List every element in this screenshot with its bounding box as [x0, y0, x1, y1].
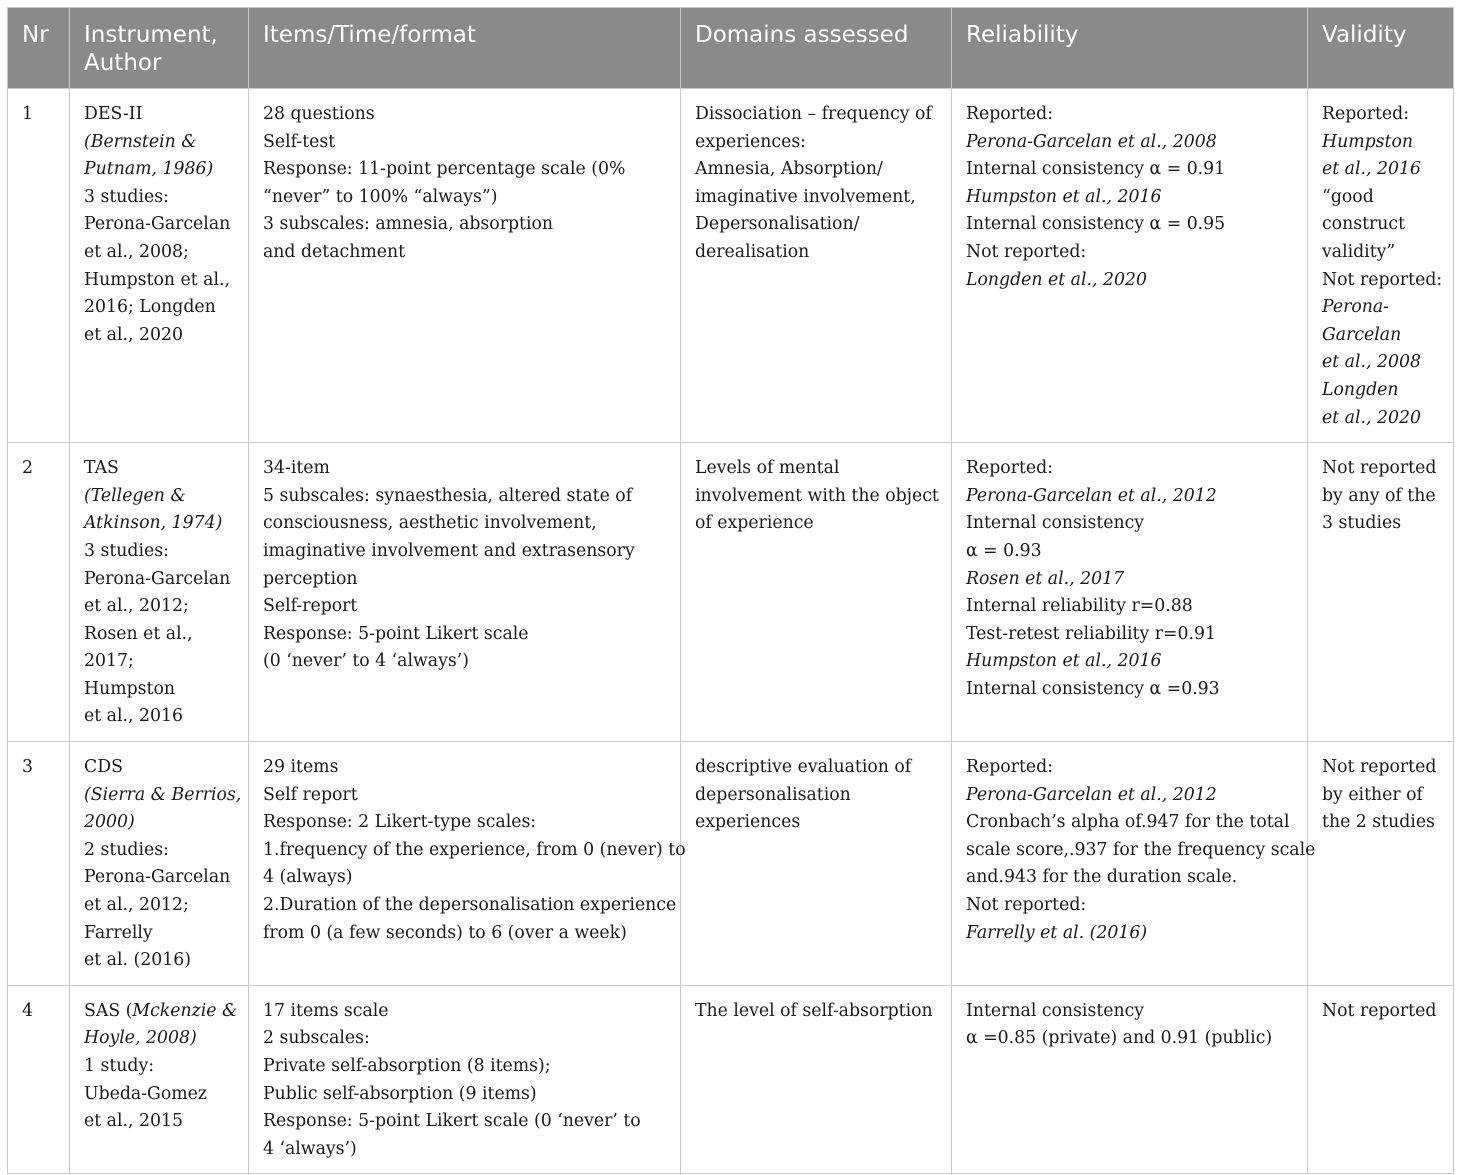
cell-reliability: [952, 985, 1308, 1174]
cell-line: Perona-Garcelan et al., 2012: [966, 485, 1217, 506]
cell-line: et al., 2015: [84, 1111, 183, 1132]
table-row: [8, 443, 1454, 742]
cell-line: et al., 2016: [1322, 159, 1421, 180]
cell-line: Self-test: [263, 131, 336, 152]
cell-line: Response: 2 Likert-type scales:: [263, 812, 537, 833]
cell-line: Hoyle, 2008): [84, 1028, 197, 1049]
cell-domains: [681, 985, 952, 1174]
cell-line: Public self-absorption (9 items): [263, 1083, 537, 1104]
cell-line: Reported:: [966, 104, 1054, 124]
cell-line: [84, 998, 238, 1026]
header-validity: Validity: [1308, 8, 1454, 89]
cell-line: CDS: [84, 757, 123, 778]
cell-line: Reported:: [966, 757, 1054, 778]
cell-line: et al., 2016: [84, 706, 183, 727]
cell-line: Farrelly: [84, 922, 153, 943]
header-nr: Nr: [8, 8, 70, 89]
cell-line: Internal consistency: [966, 513, 1145, 534]
cell-line: Perona-Garcelan: [84, 214, 231, 235]
cell-line: Dissociation – frequency of: [695, 104, 932, 124]
cell-line: Not reported: [1322, 757, 1437, 778]
cell-instrument: [70, 985, 249, 1174]
cell-line: Longden: [1322, 379, 1399, 400]
cell-line: Perona-Garcelan: [84, 867, 231, 888]
cell-line: et al., 2020: [1322, 407, 1421, 428]
cell-line: imaginative involvement,: [695, 186, 916, 207]
cell-line: the 2 studies: [1322, 812, 1435, 833]
cell-line: depersonalisation: [695, 784, 851, 805]
header-items-time-format: Items/Time/format: [249, 8, 681, 89]
cell-line: “good: [1322, 186, 1374, 207]
cell-text: SAS (: [84, 1000, 133, 1021]
cell-line: Perona-Garcelan et al., 2008: [966, 131, 1217, 152]
cell-line: α =0.85 (private) and 0.91 (public): [966, 1028, 1273, 1049]
header-domains-assessed: Domains assessed: [681, 8, 952, 89]
cell-line: Self-report: [263, 596, 358, 617]
cell-line: by either of: [1322, 784, 1423, 805]
cell-line: TAS: [84, 458, 119, 479]
cell-line: Perona-: [1322, 297, 1390, 318]
cell-line: derealisation: [695, 241, 810, 262]
cell-line: et al., 2020: [84, 324, 183, 345]
cell-line: et al., 2008: [1322, 352, 1421, 373]
cell-line: Rosen et al., 2017: [966, 568, 1125, 589]
cell-line: 4 ‘always’): [263, 1138, 357, 1159]
cell-line: construct: [1322, 214, 1406, 235]
cell-line: Not reported: [1322, 458, 1437, 479]
cell-line: (Bernstein &: [84, 131, 197, 152]
cell-line: “never” to 100% “always”): [263, 186, 498, 207]
cell-line: by any of the: [1322, 485, 1436, 506]
cell-line: Putnam, 1986): [84, 159, 214, 180]
cell-line: Humpston et al.,: [84, 269, 230, 290]
cell-line: 28 questions: [263, 104, 375, 124]
cell-line: consciousness, aesthetic involvement,: [263, 513, 597, 534]
cell-line: 5 subscales: synaesthesia, altered state of: [263, 485, 633, 506]
cell-line: of experience: [695, 513, 814, 534]
cell-line: and.943 for the duration scale.: [966, 867, 1238, 888]
cell-line: 34-item: [263, 458, 330, 479]
cell-line: Test-retest reliability r=0.91: [966, 623, 1216, 644]
cell-line: 3 studies:: [84, 540, 169, 561]
cell-line: (Tellegen &: [84, 485, 186, 506]
cell-line: Internal consistency α =0.93: [966, 678, 1220, 699]
cell-instrument: [70, 443, 249, 742]
cell-instrument: [70, 742, 249, 986]
cell-line: Reported:: [966, 458, 1054, 479]
cell-line: 3 studies: [1322, 513, 1402, 534]
cell-items: [249, 89, 681, 443]
cell-instrument: [70, 89, 249, 443]
cell-validity: [1308, 443, 1454, 742]
cell-validity: [1308, 985, 1454, 1174]
cell-reliability: [952, 742, 1316, 986]
cell-line: Internal reliability r=0.88: [966, 596, 1193, 617]
table-row: [8, 742, 1454, 986]
cell-line: Humpston et al., 2016: [966, 186, 1162, 207]
cell-line: Perona-Garcelan: [84, 568, 231, 589]
cell-line: descriptive evaluation of: [695, 757, 912, 778]
cell-nr: 4: [8, 985, 70, 1174]
cell-line: Response: 5-point Likert scale: [263, 623, 529, 644]
header-instrument-author: Instrument, Author: [70, 8, 249, 89]
cell-line: Not reported: [1322, 1000, 1437, 1021]
cell-line: Longden et al., 2020: [966, 269, 1147, 290]
cell-nr: 2: [8, 443, 70, 742]
cell-line: Rosen et al.,: [84, 623, 193, 644]
cell-line: Garcelan: [1322, 324, 1402, 345]
cell-line: 1.frequency of the experience, from 0 (never) to: [263, 839, 686, 860]
cell-line: validity”: [1322, 241, 1396, 262]
cell-line: et al. (2016): [84, 950, 191, 971]
cell-line: Self report: [263, 784, 358, 805]
cell-items: [249, 443, 681, 742]
cell-line: experiences: [695, 812, 801, 833]
cell-line: Not reported:: [966, 241, 1087, 262]
cell-line: Cronbach’s alpha of.947 for the total: [966, 812, 1290, 833]
cell-line: Perona-Garcelan et al., 2012: [966, 784, 1217, 805]
cell-line: 2 subscales:: [263, 1028, 370, 1049]
cell-line: 3 subscales: amnesia, absorption: [263, 214, 554, 235]
cell-line: imaginative involvement and extrasensory: [263, 540, 635, 561]
cell-domains: [681, 89, 952, 443]
cell-reliability: [952, 443, 1308, 742]
cell-line: scale score,.937 for the frequency scale: [966, 839, 1316, 860]
cell-line: involvement with the object: [695, 485, 939, 506]
cell-items: [249, 742, 686, 986]
cell-nr: 3: [8, 742, 70, 986]
cell-line: Not reported:: [1322, 269, 1443, 290]
cell-reliability: [952, 89, 1308, 443]
header-reliability: Reliability: [952, 8, 1308, 89]
cell-line: Humpston et al., 2016: [966, 651, 1162, 672]
cell-line: perception: [263, 568, 358, 589]
table-header: [8, 8, 1454, 89]
cell-line: 2000): [84, 812, 135, 833]
cell-items: [249, 985, 681, 1174]
cell-line: Response: 11-point percentage scale (0%: [263, 159, 626, 180]
cell-line: et al., 2008;: [84, 241, 189, 262]
cell-line: et al., 2012;: [84, 596, 189, 617]
cell-line: Reported:: [1322, 104, 1410, 124]
cell-line: Farrelly et al. (2016): [966, 922, 1148, 943]
cell-line: The level of self-absorption: [695, 1000, 933, 1021]
cell-line: Response: 5-point Likert scale (0 ‘never’ to: [263, 1111, 641, 1132]
table-row: [8, 89, 1454, 443]
cell-line: 3 studies:: [84, 186, 169, 207]
cell-line: α = 0.93: [966, 540, 1042, 561]
cell-line: Ubeda-Gomez: [84, 1083, 207, 1104]
header-row: [8, 8, 1454, 89]
cell-validity: [1308, 742, 1454, 986]
cell-domains: [681, 742, 952, 986]
cell-line: 1 study:: [84, 1056, 155, 1076]
cell-line: Not reported:: [966, 895, 1087, 916]
cell-line: Private self-absorption (8 items);: [263, 1056, 551, 1076]
cell-line: from 0 (a few seconds) to 6 (over a week): [263, 922, 627, 943]
cell-line: Levels of mental: [695, 458, 840, 479]
cell-validity: [1308, 89, 1454, 443]
cell-domains: [681, 443, 952, 742]
cell-line: Humpston: [84, 678, 175, 699]
cell-line: experiences:: [695, 131, 807, 152]
cell-line: 2017;: [84, 651, 134, 672]
cell-line: Humpston: [1322, 131, 1413, 152]
instruments-table: [7, 7, 1454, 1174]
cell-line: 2 studies:: [84, 839, 169, 860]
cell-line: (Sierra & Berrios,: [84, 784, 242, 805]
cell-line: Atkinson, 1974): [84, 513, 223, 534]
cell-line: Internal consistency α = 0.95: [966, 214, 1226, 235]
cell-line: DES-II: [84, 104, 143, 124]
cell-line: 29 items: [263, 757, 339, 778]
cell-line: Amnesia, Absorption/: [695, 159, 883, 180]
cell-line: (0 ‘never’ to 4 ‘always’): [263, 651, 469, 672]
cell-line: and detachment: [263, 241, 406, 262]
cell-line: et al., 2012;: [84, 895, 189, 916]
cell-line: 2.Duration of the depersonalisation experience: [263, 895, 677, 916]
table-body: [8, 89, 1454, 1174]
cell-line: Depersonalisation/: [695, 214, 860, 235]
table-row: [8, 985, 1454, 1174]
cell-line: 4 (always): [263, 867, 353, 888]
cell-text: Mckenzie &: [132, 1000, 238, 1021]
cell-line: 17 items scale: [263, 1000, 389, 1021]
cell-nr: 1: [8, 89, 70, 443]
cell-line: Internal consistency: [966, 1000, 1145, 1021]
cell-line: 2016; Longden: [84, 297, 216, 318]
cell-line: Internal consistency α = 0.91: [966, 159, 1226, 180]
